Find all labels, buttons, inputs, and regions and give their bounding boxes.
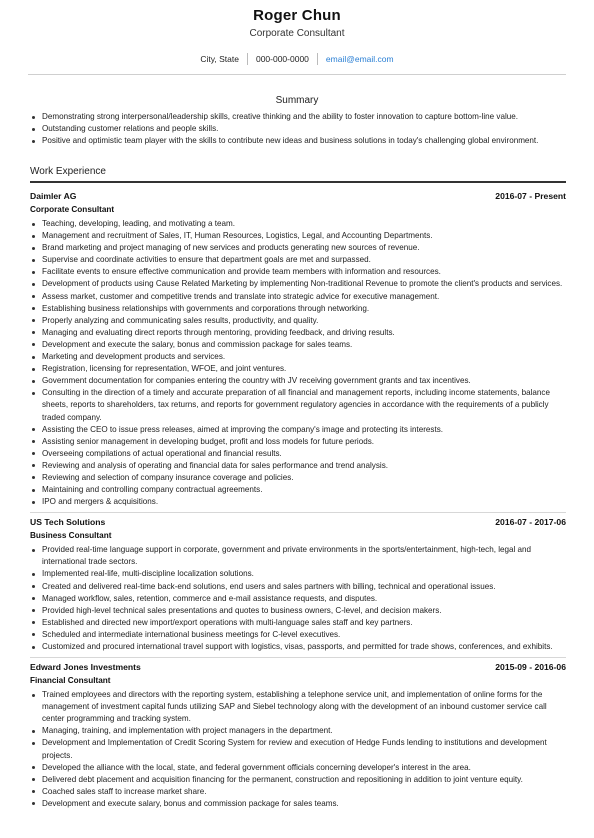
- job-duty: Establishing business relationships with governments and corporations through networking.: [30, 303, 566, 315]
- job-duty: Delivered debt placement and acquisition financing for the permanent, construction and repositioning in addition to joint venture equity.: [30, 774, 566, 786]
- job-title: Financial Consultant: [30, 676, 111, 686]
- job-duty: Management and recruitment of Sales, IT, Human Resources, Logistics, Legal, and Accounting Departments.: [30, 230, 566, 242]
- job-dates: 2015-09 - 2016-06: [495, 662, 566, 673]
- job-header: [30, 516, 566, 528]
- contact-divider: [247, 53, 248, 65]
- contact-line: [0, 53, 594, 65]
- job-dates: 2016-07 - Present: [495, 191, 566, 201]
- job-duty: Coached sales staff to increase market share.: [30, 786, 566, 798]
- job-entry: [30, 190, 566, 508]
- job-company: US Tech Solutions: [30, 517, 106, 528]
- job-divider: [30, 657, 566, 658]
- job-title: Business Consultant: [30, 531, 112, 541]
- job-duty: Development and Implementation of Credit Scoring System for review and execution of Hedge Funds lending to institutions and development projects.: [30, 737, 566, 761]
- job-duty: Trained employees and directors with the reporting system, establishing a telephone service unit, and implementation of online forms for the management of investment capital funds utilizing SAP and Siebel technology along with the development of an inbound customer service call center programming and tracking system.: [30, 689, 566, 725]
- job-duty: Provided high-level technical sales presentations and quotes to business owners, C-level, and decision makers.: [30, 605, 566, 617]
- job-duty: Assess market, customer and competitive trends and translate into strategic advice for executive management.: [30, 291, 566, 303]
- job-duty: IPO and mergers & acquisitions.: [30, 496, 566, 508]
- work-experience-heading: Work Experience: [30, 166, 106, 177]
- job-duties: [30, 218, 566, 508]
- jobs-section: [30, 190, 566, 813]
- job-duties: [30, 544, 566, 653]
- job-duty: Assisting senior management in developing budget, profit and loss models for future periods.: [30, 436, 566, 448]
- phone-text: 000-000-0000: [255, 53, 309, 64]
- job-duty: Overseeing compilations of actual operational and financial results.: [30, 448, 566, 460]
- header-divider: [28, 74, 566, 75]
- job-duty: Teaching, developing, leading, and motivating a team.: [30, 218, 566, 230]
- job-duty: Supervise and coordinate activities to ensure that department goals are met and surpassed.: [30, 254, 566, 266]
- job-title: Corporate Consultant: [30, 205, 115, 214]
- job-duty: Scheduled and intermediate international business meetings for C-level executives.: [30, 629, 566, 641]
- job-duty: Registration, licensing for representation, WFOE, and joint ventures.: [30, 363, 566, 375]
- job-duty: Reviewing and selection of company insurance coverage and policies.: [30, 472, 566, 484]
- job-duty: Marketing and development products and services.: [30, 351, 566, 363]
- job-duty: Managing, training, and implementation with project managers in the department.: [30, 725, 566, 737]
- job-duties: [30, 689, 566, 810]
- location-text: City, State: [200, 53, 239, 64]
- candidate-name: Roger Chun: [253, 7, 341, 24]
- summary-item: Outstanding customer relations and people skills.: [30, 123, 564, 135]
- job-duty: Provided real-time language support in corporate, government and private environments in the sports/entertainment, high-tech, legal and international trade sectors.: [30, 544, 566, 568]
- summary-list: [30, 111, 564, 147]
- contact-divider: [317, 53, 318, 65]
- job-entry: [30, 516, 566, 653]
- job-company: Edward Jones Investments: [30, 662, 141, 673]
- job-duty: Established and directed new import/export operations with multi-language sales staff and key partners.: [30, 617, 566, 629]
- summary-item: Demonstrating strong interpersonal/leadership skills, creative thinking and the ability to foster innovation to capture bottom-line value.: [30, 111, 564, 123]
- job-header: [30, 190, 566, 202]
- job-duty: Assisting the CEO to issue press releases, aimed at improving the company's image and protecting its interests.: [30, 424, 566, 436]
- job-duty: Created and delivered real-time back-end solutions, end users and sales partners with billing, technical and operational issues.: [30, 581, 566, 593]
- job-duty: Development of products using Cause Related Marketing by implementing Non-traditional Revenue to promote the client's products and services.: [30, 278, 566, 290]
- job-duty: Development and execute salary, bonus and commission package for sales teams.: [30, 798, 566, 810]
- job-dates: 2016-07 - 2017-06: [495, 517, 566, 528]
- job-divider: [30, 512, 566, 513]
- job-duty: Consulting in the direction of a timely and accurate preparation of all financial and management reports, including income statements, balance sheets, reports to shareholders, tax returns, and reports for government regulatory agencies in accordance with the requirements of a publicly traded company.: [30, 387, 566, 423]
- job-duty: Developed the alliance with the local, state, and federal government officials concerning developer's interest in the area.: [30, 762, 566, 774]
- job-duty: Government documentation for companies entering the country with JV receiving government grants and tax incentives.: [30, 375, 566, 387]
- email-link[interactable]: email@email.com: [325, 53, 394, 64]
- job-duty: Reviewing and analysis of operating and financial data for sales performance and trend analysis.: [30, 460, 566, 472]
- resume-header: [0, 0, 594, 65]
- candidate-role: Corporate Consultant: [249, 28, 345, 39]
- job-duty: Customized and procured international travel support with logistics, visas, passports, and permitted for trade shows, conferences, and exhibits.: [30, 641, 566, 653]
- job-duty: Maintaining and controlling company contractual agreements.: [30, 484, 566, 496]
- job-duty: Development and execute the salary, bonus and commission package for sales teams.: [30, 339, 566, 351]
- job-duty: Properly analyzing and communicating sales results, productivity, and quality.: [30, 315, 566, 327]
- job-company: Daimler AG: [30, 191, 77, 201]
- summary-section: [30, 111, 564, 147]
- job-entry: [30, 661, 566, 810]
- job-duty: Managed workflow, sales, retention, commerce and e-mail assistance requests, and disputes.: [30, 593, 566, 605]
- job-duty: Brand marketing and project managing of new services and products generating new sources of revenue.: [30, 242, 566, 254]
- job-duty: Implemented real-life, multi-discipline localization solutions.: [30, 568, 566, 580]
- summary-heading: Summary: [275, 95, 319, 106]
- work-experience-divider: [30, 181, 566, 183]
- job-header: [30, 661, 566, 673]
- summary-item: Positive and optimistic team player with the skills to contribute new ideas and business solutions in today's challenging global environment.: [30, 135, 564, 147]
- job-duty: Managing and evaluating direct reports through mentoring, providing feedback, and driving results.: [30, 327, 566, 339]
- job-duty: Facilitate events to ensure effective communication and provide team members with information and resources.: [30, 266, 566, 278]
